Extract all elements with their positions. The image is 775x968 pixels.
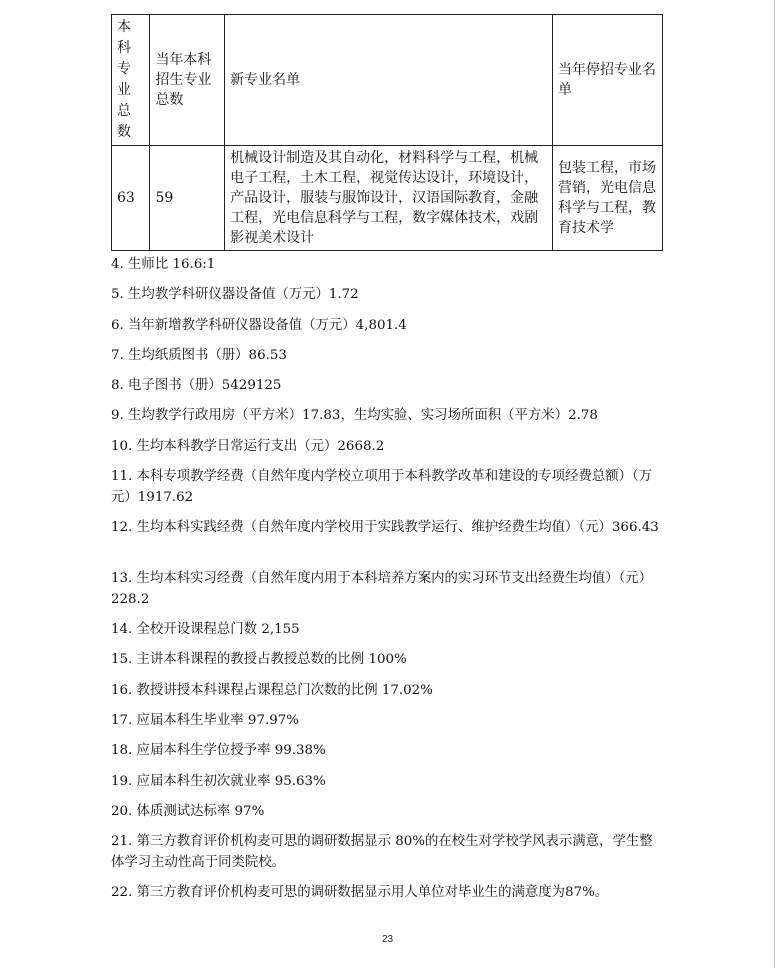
list-item: 6. 当年新增教学科研仪器设备值（万元）4,801.4 [111, 317, 407, 333]
list-item: 17. 应届本科生毕业率 97.97% [111, 712, 299, 728]
cell-total-majors: 63 [112, 146, 150, 251]
page-number: 23 [381, 934, 394, 945]
list-item: 9. 生均教学行政用房（平方米）17.83，生均实验、实习场所面积（平方米）2.78 [111, 408, 598, 424]
list-item: 22. 第三方教育评价机构麦可思的调研数据显示用人单位对毕业生的满意度为87%。 [111, 885, 609, 901]
list-item: 20. 体质测试达标率 97% [111, 803, 265, 819]
list-item: 7. 生均纸质图书（册）86.53 [111, 347, 287, 363]
list-item: 16. 教授讲授本科课程占课程总门次数的比例 17.02% [111, 682, 433, 698]
list-item: 19. 应届本科生初次就业率 95.63% [111, 773, 326, 789]
majors-table [111, 14, 663, 251]
header-stopped-majors: 当年停招专业名单 [552, 15, 662, 146]
list-item: 10. 生均本科教学日常运行支出（元）2668.2 [111, 438, 385, 454]
cell-enrolled-majors: 59 [150, 146, 225, 251]
header-new-majors: 新专业名单 [225, 15, 553, 146]
list-item: 8. 电子图书（册）5429125 [111, 378, 282, 394]
list-item: 13. 生均本科实习经费（自然年度内用于本科培养方案内的实习环节支出经费生均值）（元）228.2 [111, 571, 653, 608]
list-item: 15. 主讲本科课程的教授占教授总数的比例 100% [111, 652, 407, 668]
list-item: 21. 第三方教育评价机构麦可思的调研数据显示 80%的在校生对学校学风表示满意，学生整体学习主动性高于同类院校。 [111, 834, 653, 871]
list-item: 12. 生均本科实践经费（自然年度内学校用于实践教学运行、维护经费生均值）（元）366.43 [111, 520, 659, 536]
list-item: 18. 应届本科生学位授予率 99.38% [111, 743, 326, 759]
list-item: 4. 生师比 16.6:1 [111, 257, 216, 272]
table-header-row [112, 15, 663, 146]
cell-stopped-majors: 包装工程，市场营销，光电信息科学与工程，教育技术学 [552, 146, 662, 251]
table-row [112, 146, 663, 251]
list-item: 14. 全校开设课程总门数 2,155 [111, 622, 300, 638]
statistics-list [111, 254, 663, 933]
list-item: 5. 生均教学科研仪器设备值（万元）1.72 [111, 287, 359, 303]
cell-new-majors: 机械设计制造及其自动化，材料科学与工程，机械电子工程，土木工程，视觉传达设计，环境设计，产品设计，服装与服饰设计，汉语国际教育，金融工程，光电信息科学与工程，数字媒体技术，戏剧影视美术设计 [225, 146, 553, 251]
list-item: 11. 本科专项教学经费（自然年度内学校立项用于本科教学改革和建设的专项经费总额）（万元）1917.62 [111, 469, 653, 506]
header-total-majors: 本科专业总数 [112, 15, 150, 146]
header-enrolled-majors: 当年本科招生专业总数 [150, 15, 225, 146]
